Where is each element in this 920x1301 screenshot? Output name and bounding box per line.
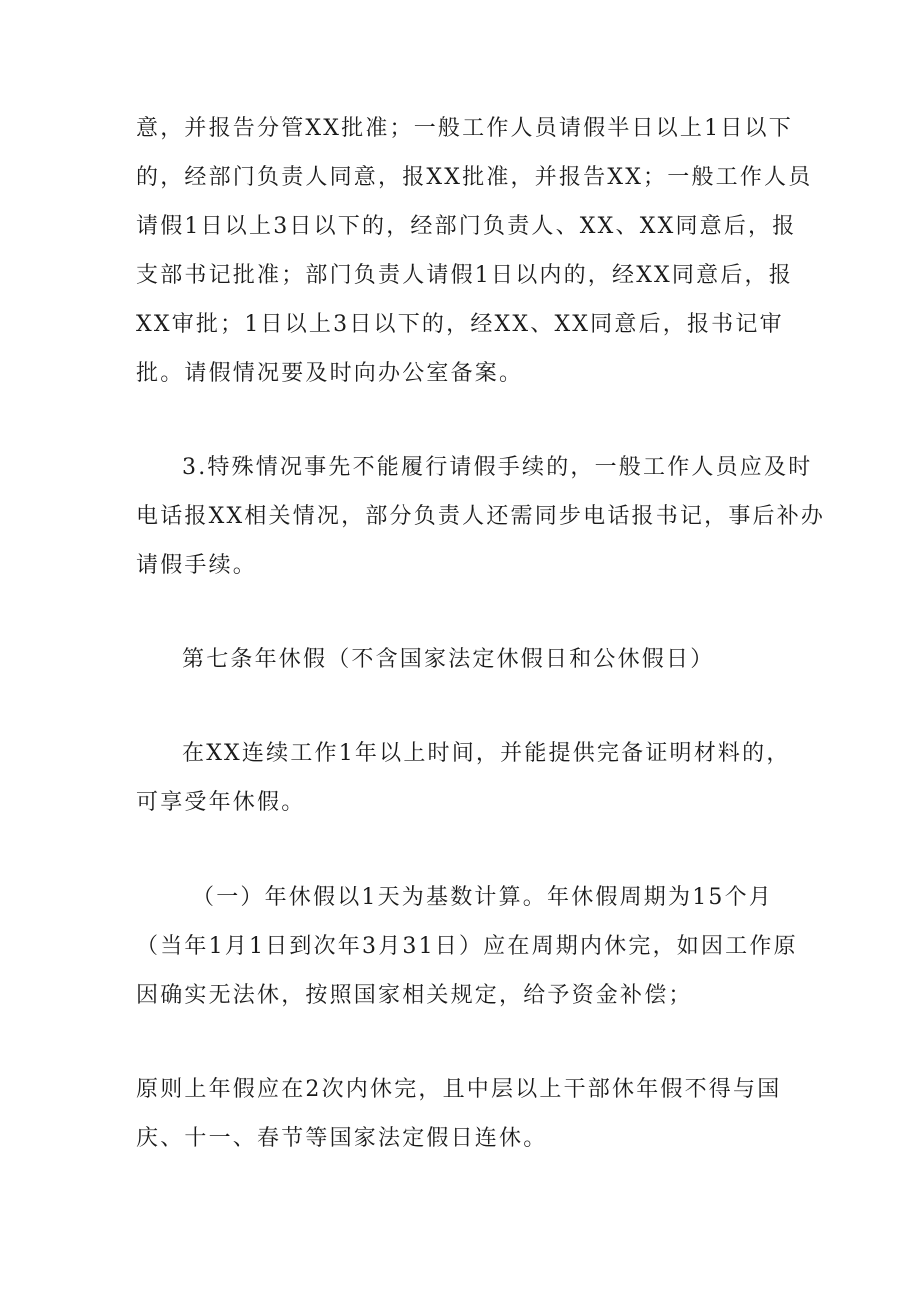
text-line: 的，经部门负责人同意，报XX批准，并报告XX；一般工作人员 (136, 165, 813, 190)
text-line: XX审批；1日以上3日以下的，经XX、XX同意后，报书记审 (136, 312, 784, 337)
text-line: 意，并报告分管XX批准；一般工作人员请假半日以上1日以下 (136, 116, 793, 141)
text-line: 可享受年休假。 (136, 790, 306, 815)
text-line: （一）年休假以1天为基数计算。年休假周期为15个月 (192, 885, 773, 910)
text-line: 支部书记批准；部门负责人请假1日以内的，经XX同意后，报 (136, 263, 793, 288)
article-heading: 第七条年休假（不含国家法定休假日和公休假日） (182, 647, 715, 672)
text-line: 庆、十一、春节等国家法定假日连休。 (136, 1126, 548, 1151)
text-line: 批。请假情况要及时向办公室备案。 (136, 361, 524, 386)
text-line: 请假1日以上3日以下的，经部门负责人、XX、XX同意后，报 (136, 214, 797, 239)
text-line: 原则上年假应在2次内休完，且中层以上干部休年假不得与国 (136, 1077, 782, 1102)
text-line: 电话报XX相关情况，部分负责人还需同步电话报书记，事后补办 (136, 504, 826, 529)
text-line: 请假手续。 (136, 553, 258, 578)
text-line: （当年1月1日到次年3月31日）应在周期内休完，如因工作原 (136, 934, 798, 959)
text-line: 3.特殊情况事先不能履行请假手续的，一般工作人员应及时 (182, 455, 813, 480)
text-line: 因确实无法休，按照国家相关规定，给予资金补偿； (136, 983, 693, 1008)
text-line: 在XX连续工作1年以上时间，并能提供完备证明材料的， (182, 741, 791, 766)
